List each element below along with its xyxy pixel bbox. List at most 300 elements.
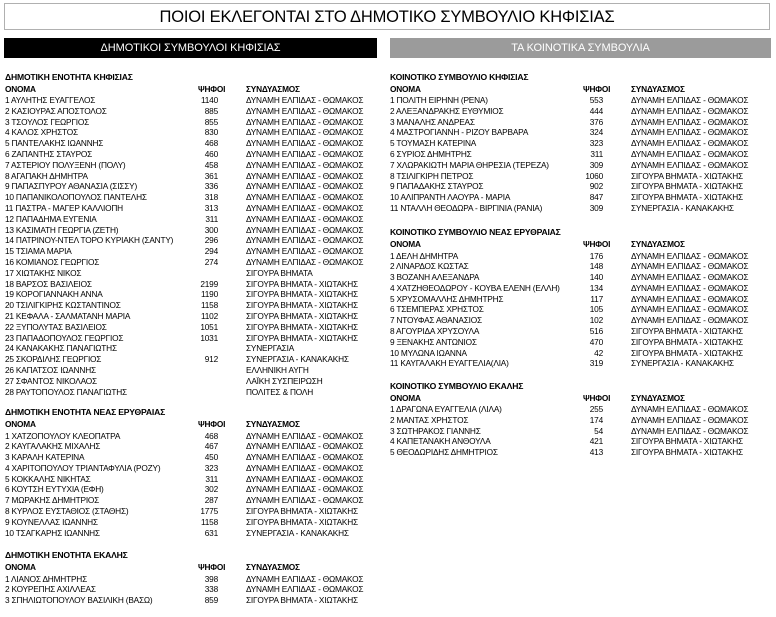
candidate-name: 13 ΚΑΣΙΜΑΤΗ ΓΕΩΡΓΙΑ (ΖΕΤΗ) <box>5 224 119 235</box>
candidate-name: 4 ΧΑΤΖΗΘΕΟΔΩΡΟΥ - ΚΟΥΒΑ ΕΛΕΝΗ (ΕΛΛΗ) <box>390 282 560 293</box>
column-header-row <box>5 418 377 431</box>
candidate-party: ΣΙΓΟΥΡΑ ΒΗΜΑΤΑ - ΧΙΩΤΑΚΗΣ <box>631 447 743 458</box>
candidate-votes: 134 <box>589 282 603 293</box>
candidate-name: 9 ΠΑΠΑΣΠΥΡΟΥ ΑΘΑΝΑΣΙΑ (ΣΙΣΣΥ) <box>5 181 138 192</box>
candidate-votes: 309 <box>589 202 603 213</box>
table-row <box>5 149 377 160</box>
candidate-party: ΣΙΓΟΥΡΑ ΒΗΜΑΤΑ - ΧΙΩΤΑΚΗΣ <box>246 278 358 289</box>
table-row <box>5 441 377 452</box>
table-row <box>5 235 377 246</box>
candidate-party: ΣΙΓΟΥΡΑ ΒΗΜΑΤΑ - ΧΙΩΤΑΚΗΣ <box>246 595 358 606</box>
candidate-name: 28 ΡΑΥΤΟΠΟΥΛΟΣ ΠΑΝΑΓΙΩΤΗΣ <box>5 386 127 397</box>
table-row <box>5 246 377 257</box>
candidate-votes: 830 <box>204 127 218 138</box>
candidate-name: 3 ΣΠΗΛΙΩΤΟΠΟΥΛΟΥ ΒΑΣΙΛΙΚΗ (ΒΑΣΩ) <box>5 595 153 606</box>
column-header-votes: ΨΗΦΟΙ <box>198 83 226 94</box>
candidate-votes: 376 <box>589 116 603 127</box>
candidate-party: ΣΙΓΟΥΡΑ ΒΗΜΑΤΑ - ΧΙΩΤΑΚΗΣ <box>631 192 743 203</box>
table-row <box>5 584 377 595</box>
candidate-votes: 323 <box>589 138 603 149</box>
candidate-name: 20 ΤΣΙΛΙΓΚΙΡΗΣ ΚΩΣΤΑΝΤΙΝΟΣ <box>5 300 121 311</box>
candidate-party: ΔΥΝΑΜΗ ΕΛΠΙΔΑΣ - ΘΩΜΑΚΟΣ <box>246 202 364 213</box>
table-row <box>5 160 377 171</box>
table-row <box>390 251 772 262</box>
candidate-votes: 847 <box>589 192 603 203</box>
candidate-name: 7 ΝΤΟΥΦΑΣ ΑΘΑΝΑΣΙΟΣ <box>390 315 482 326</box>
candidate-name: 6 ΣΥΡΙΟΣ ΔΗΜΗΤΡΗΣ <box>390 148 472 159</box>
candidate-party: ΔΥΝΑΜΗ ΕΛΠΙΔΑΣ - ΘΩΜΑΚΟΣ <box>631 293 749 304</box>
candidate-name: 1 ΑΥΛΗΤΗΣ ΕΥΑΓΓΕΛΟΣ <box>5 95 96 105</box>
candidate-votes: 296 <box>204 235 218 246</box>
column-header-row <box>390 83 772 96</box>
candidate-votes: 1158 <box>200 516 218 527</box>
candidate-name: 19 ΚΟΡΟΓΙΑΝΝΑΚΗ ΑΝΝΑ <box>5 289 103 300</box>
candidate-name: 4 ΜΑΣΤΡΟΓΙΑΝΝΗ - ΡΙΖΟΥ ΒΑΡΒΑΡΑ <box>390 127 529 138</box>
table-row <box>5 127 377 138</box>
candidate-name: 6 ΤΣΕΜΠΕΡΑΣ ΧΡΗΣΤΟΣ <box>390 304 484 315</box>
candidate-votes: 323 <box>204 462 218 473</box>
candidate-party: ΔΥΝΑΜΗ ΕΛΠΙΔΑΣ - ΘΩΜΑΚΟΣ <box>631 127 749 138</box>
column-header-row <box>5 83 377 96</box>
candidate-party: ΔΥΝΑΜΗ ΕΛΠΙΔΑΣ - ΘΩΜΑΚΟΣ <box>246 462 364 473</box>
candidate-votes: 460 <box>204 148 218 159</box>
candidate-party: ΔΥΝΑΜΗ ΕΛΠΙΔΑΣ - ΘΩΜΑΚΟΣ <box>246 116 364 127</box>
candidate-party: ΣΙΓΟΥΡΑ ΒΗΜΑΤΑ <box>246 267 313 278</box>
candidate-party: ΔΥΝΑΜΗ ΕΛΠΙΔΑΣ - ΘΩΜΑΚΟΣ <box>246 224 364 235</box>
candidate-name: 3 ΣΩΤΗΡΑΚΟΣ ΓΙΑΝΝΗΣ <box>390 425 481 436</box>
candidate-party: ΔΥΝΑΜΗ ΕΛΠΙΔΑΣ - ΘΩΜΑΚΟΣ <box>246 213 364 224</box>
candidate-name: 3 ΒΟΖΑΝΗ ΑΛΕΞΑΝΔΡΑ <box>390 272 480 283</box>
column-header-votes: ΨΗΦΟΙ <box>583 83 611 94</box>
column-header-name: ΟΝΟΜΑ <box>390 83 421 94</box>
candidate-party: ΔΥΝΑΜΗ ΕΛΠΙΔΑΣ - ΘΩΜΑΚΟΣ <box>631 414 749 425</box>
section-heading: ΔΗΜΟΤΙΚΗ ΕΝΟΤΗΤΑ ΚΗΦΙΣΙΑΣ <box>5 71 133 82</box>
candidate-party: ΣΙΓΟΥΡΑ ΒΗΜΑΤΑ - ΧΙΩΤΑΚΗΣ <box>631 326 743 337</box>
table-row <box>5 343 377 354</box>
candidate-name: 5 ΠΑΝΤΕΛΑΚΗΣ ΙΩΑΝΝΗΣ <box>5 138 104 149</box>
table-row <box>5 333 377 344</box>
candidate-name: 5 ΘΕΟΔΩΡΙΔΗΣ ΔΗΜΗΤΡΙΟΣ <box>390 447 498 458</box>
candidate-votes: 361 <box>204 170 218 181</box>
candidate-votes: 140 <box>589 272 603 283</box>
candidate-name: 7 ΜΩΡΑΚΗΣ ΔΗΜΗΤΡΙΟΣ <box>5 495 100 506</box>
candidate-votes: 274 <box>204 256 218 267</box>
candidate-votes: 444 <box>589 105 603 116</box>
candidate-votes: 398 <box>204 573 218 584</box>
candidate-name: 8 ΑΓΟΥΡΙΔΑ ΧΡΥΣΟΥΛΑ <box>390 326 480 337</box>
candidate-name: 1 ΧΑΤΖΟΠΟΥΛΟΥ ΚΛΕΟΠΑΤΡΑ <box>5 430 121 441</box>
candidate-votes: 176 <box>589 250 603 261</box>
candidate-name: 8 ΤΣΙΛΙΓΚΙΡΗ ΠΕΤΡΟΣ <box>390 170 474 181</box>
candidate-votes: 458 <box>204 159 218 170</box>
candidate-votes: 912 <box>204 354 218 365</box>
candidate-party: ΔΥΝΑΜΗ ΕΛΠΙΔΑΣ - ΘΩΜΑΚΟΣ <box>246 430 364 441</box>
municipal-councillors-banner: ΔΗΜΟΤΙΚΟΙ ΣΥΜΒΟΥΛΟΙ ΚΗΦΙΣΙΑΣ <box>4 38 377 58</box>
candidate-votes: 859 <box>204 595 218 606</box>
candidate-name: 3 ΜΑΝΑΛΗΣ ΑΝΔΡΕΑΣ <box>390 116 475 127</box>
column-header-party: ΣΥΝΔΥΑΣΜΟΣ <box>246 562 300 572</box>
candidate-name: 6 ΚΟΥΤΣΗ ΕΥΤΥΧΙΑ (ΕΦΗ) <box>5 484 104 495</box>
candidate-votes: 1158 <box>200 300 218 311</box>
candidate-votes: 902 <box>589 181 603 192</box>
candidate-party: ΣΙΓΟΥΡΑ ΒΗΜΑΤΑ - ΧΙΩΤΑΚΗΣ <box>246 516 358 527</box>
community-councils-column <box>390 0 772 617</box>
candidate-name: 15 ΤΣΙΑΜΑ ΜΑΡΙΑ <box>5 246 72 257</box>
table-row <box>5 574 377 585</box>
column-header-votes: ΨΗΦΟΙ <box>198 562 226 572</box>
column-header-name: ΟΝΟΜΑ <box>5 562 36 572</box>
candidate-name: 24 ΚΑΝΑΚΑΚΗΣ ΠΑΝΑΓΙΩΤΗΣ <box>5 343 117 354</box>
candidate-name: 1 ΔΡΑΓΩΝΑ ΕΥΑΓΓΕΛΙΑ (ΛΙΛΑ) <box>390 404 502 414</box>
candidate-name: 14 ΠΑΤΡΙΝΟΥ-ΝΤΕΛ ΤΟΡΟ ΚΥΡΙΑΚΗ (ΣΑΝΤΥ) <box>5 235 174 246</box>
candidate-party: ΔΥΝΑΜΗ ΕΛΠΙΔΑΣ - ΘΩΜΑΚΟΣ <box>246 181 364 192</box>
candidate-party: ΔΥΝΑΜΗ ΕΛΠΙΔΑΣ - ΘΩΜΑΚΟΣ <box>246 148 364 159</box>
table-row <box>390 261 772 272</box>
table-row <box>390 404 772 415</box>
candidate-votes: 294 <box>204 246 218 257</box>
table-row <box>390 127 772 138</box>
table-row <box>5 311 377 322</box>
table-row <box>5 528 377 539</box>
candidate-name: 3 ΚΑΡΑΛΗ ΚΑΤΕΡΙΝΑ <box>5 452 85 463</box>
candidate-party: ΔΥΝΑΜΗ ΕΛΠΙΔΑΣ - ΘΩΜΑΚΟΣ <box>631 261 749 272</box>
table-row <box>390 304 772 315</box>
candidate-name: 5 ΧΡΥΣΟΜΑΛΛΗΣ ΔΗΜΗΤΡΗΣ <box>390 293 504 304</box>
candidate-name: 9 ΚΟΥΝΕΛΛΑΣ ΙΩΑΝΝΗΣ <box>5 516 98 527</box>
column-header-name: ΟΝΟΜΑ <box>5 83 36 94</box>
candidate-party: ΣΥΝΕΡΓΑΣΙΑ - ΚΑΝΑΚΑΚΗΣ <box>246 354 349 365</box>
table-row <box>390 160 772 171</box>
section-heading: ΚΟΙΝΟΤΙΚΟ ΣΥΜΒΟΥΛΙΟ ΕΚΑΛΗΣ <box>390 380 524 391</box>
candidate-name: 2 ΑΛΕΞΑΝΔΡΑΚΗΣ ΕΥΘΥΜΙΟΣ <box>390 105 504 116</box>
candidate-votes: 313 <box>204 202 218 213</box>
candidate-name: 11 ΝΤΑΛΛΗ ΘΕΟΔΩΡΑ - ΒΙΡΓΙΝΙΑ (ΡΑΝΙΑ) <box>390 202 543 213</box>
table-row <box>5 289 377 300</box>
column-header-name: ΟΝΟΜΑ <box>390 392 421 403</box>
candidate-votes: 553 <box>589 95 603 105</box>
table-row <box>390 181 772 192</box>
candidate-votes: 1102 <box>200 310 218 321</box>
candidate-name: 18 ΒΑΡΣΟΣ ΒΑΣΙΛΕΙΟΣ <box>5 278 92 289</box>
candidate-votes: 1060 <box>585 170 603 181</box>
section-heading: ΚΟΙΝΟΤΙΚΟ ΣΥΜΒΟΥΛΙΟ ΚΗΦΙΣΙΑΣ <box>390 71 529 82</box>
candidate-party: ΔΥΝΑΜΗ ΕΛΠΙΔΑΣ - ΘΩΜΑΚΟΣ <box>246 584 364 595</box>
candidate-party: ΔΥΝΑΜΗ ΕΛΠΙΔΑΣ - ΘΩΜΑΚΟΣ <box>246 159 364 170</box>
community-section <box>390 226 772 369</box>
candidate-votes: 311 <box>590 148 603 159</box>
candidate-name: 6 ΖΑΠΑΝΤΗΣ ΣΤΑΥΡΟΣ <box>5 148 93 159</box>
table-row <box>390 149 772 160</box>
table-row <box>5 268 377 279</box>
candidate-votes: 255 <box>589 404 603 414</box>
table-row <box>5 495 377 506</box>
table-row <box>390 436 772 447</box>
candidate-party: ΣΙΓΟΥΡΑ ΒΗΜΑΤΑ - ΧΙΩΤΑΚΗΣ <box>246 289 358 300</box>
community-section <box>390 380 772 458</box>
candidate-party: ΣΙΓΟΥΡΑ ΒΗΜΑΤΑ - ΧΙΩΤΑΚΗΣ <box>631 436 743 447</box>
candidate-votes: 516 <box>589 326 603 337</box>
candidate-votes: 105 <box>589 304 603 315</box>
candidate-name: 27 ΣΦΑΝΤΟΣ ΝΙΚΟΛΑΟΣ <box>5 375 97 386</box>
candidate-name: 25 ΣΚΟΡΔΙΛΗΣ ΓΕΩΡΓΙΟΣ <box>5 354 102 365</box>
candidate-votes: 468 <box>204 430 218 441</box>
candidate-name: 16 ΚΟΜΙΑΝΟΣ ΓΕΩΡΓΙΟΣ <box>5 256 100 267</box>
candidate-name: 3 ΤΣΟΥΛΟΣ ΓΕΩΡΓΙΟΣ <box>5 116 90 127</box>
candidate-name: 10 ΜΥΛΩΝΑ ΙΩΑΝΝΑ <box>390 347 467 358</box>
section-heading: ΔΗΜΟΤΙΚΗ ΕΝΟΤΗΤΑ ΝΕΑΣ ΕΡΥΘΡΑΙΑΣ <box>5 407 166 417</box>
candidate-name: 1 ΛΙΑΝΟΣ ΔΗΜΗΤΡΗΣ <box>5 573 88 584</box>
community-councils-banner: ΤΑ ΚΟΙΝΟΤΙΚΑ ΣΥΜΒΟΥΛΙΑ <box>390 38 771 58</box>
candidate-party: ΔΥΝΑΜΗ ΕΛΠΙΔΑΣ - ΘΩΜΑΚΟΣ <box>246 246 364 257</box>
table-row <box>5 387 377 398</box>
candidate-party: ΕΛΛΗΝΙΚΗ ΑΥΓΗ <box>246 364 309 375</box>
table-row <box>5 517 377 528</box>
page-title: ΠΟΙΟΙ ΕΚΛΕΓΟΝΤΑΙ ΣΤΟ ΔΗΜΟΤΙΚΟ ΣΥΜΒΟΥΛΙΟ ΚΗΦΙΣΙΑΣ <box>159 7 615 26</box>
candidate-votes: 2199 <box>200 278 218 289</box>
table-row <box>5 452 377 463</box>
candidate-name: 2 ΚΑΣΙΟΥΡΑΣ ΑΠΟΣΤΟΛΟΣ <box>5 105 107 116</box>
candidate-name: 22 ΞΥΠΟΛΥΤΑΣ ΒΑΣΙΛΕΙΟΣ <box>5 321 107 332</box>
candidate-name: 2 ΚΟΥΡΕΠΗΣ ΑΧΙΛΛΕΑΣ <box>5 584 96 595</box>
candidate-party: ΣΥΝΕΡΓΑΣΙΑ <box>246 343 295 354</box>
candidate-votes: 102 <box>589 315 603 326</box>
candidate-name: 12 ΠΑΠΑΔΗΜΑ ΕΥΓΕΝΙΑ <box>5 213 97 224</box>
candidate-party: ΔΥΝΑΜΗ ΕΛΠΙΔΑΣ - ΘΩΜΑΚΟΣ <box>631 250 749 261</box>
candidate-party: ΣΙΓΟΥΡΑ ΒΗΜΑΤΑ - ΧΙΩΤΑΚΗΣ <box>246 332 358 343</box>
column-header-votes: ΨΗΦΟΙ <box>583 239 611 249</box>
candidate-name: 2 ΜΑΝΤΑΣ ΧΡΗΣΤΟΣ <box>390 414 469 425</box>
candidate-party: ΔΥΝΑΜΗ ΕΛΠΙΔΑΣ - ΘΩΜΑΚΟΣ <box>246 452 364 463</box>
candidate-votes: 300 <box>204 224 218 235</box>
table-row <box>390 294 772 305</box>
candidate-party: ΔΥΝΑΜΗ ΕΛΠΙΔΑΣ - ΘΩΜΑΚΟΣ <box>246 495 364 506</box>
column-header-votes: ΨΗΦΟΙ <box>198 419 226 429</box>
candidate-party: ΔΥΝΑΜΗ ΕΛΠΙΔΑΣ - ΘΩΜΑΚΟΣ <box>631 272 749 283</box>
candidate-party: ΔΥΝΑΜΗ ΕΛΠΙΔΑΣ - ΘΩΜΑΚΟΣ <box>246 256 364 267</box>
table-row <box>390 95 772 106</box>
table-row <box>5 138 377 149</box>
candidate-votes: 324 <box>589 127 603 138</box>
candidate-party: ΣΥΝΕΡΓΑΣΙΑ - ΚΑΝΑΚΑΚΗΣ <box>631 202 734 213</box>
candidate-party: ΣΙΓΟΥΡΑ ΒΗΜΑΤΑ - ΧΙΩΤΑΚΗΣ <box>631 170 743 181</box>
candidate-party: ΠΟΛΙΤΕΣ & ΠΟΛΗ <box>246 386 314 397</box>
column-header-row <box>390 238 772 251</box>
candidate-votes: 318 <box>204 192 218 203</box>
candidate-name: 2 ΛΙΝΑΡΔΟΣ ΚΩΣΤΑΣ <box>390 261 469 272</box>
candidate-name: 1 ΠΟΛΙΤΗ ΕΙΡΗΝΗ (ΡΕΝΑ) <box>390 95 488 105</box>
candidate-name: 11 ΚΑΥΓΑΛΑΚΗ ΕΥΑΓΓΕΛΙΑ(ΛΙΑ) <box>390 358 509 369</box>
candidate-party: ΔΥΝΑΜΗ ΕΛΠΙΔΑΣ - ΘΩΜΑΚΟΣ <box>246 441 364 452</box>
column-header-name: ΟΝΟΜΑ <box>390 239 421 249</box>
candidate-name: 17 ΧΙΩΤΑΚΗΣ ΝΙΚΟΣ <box>5 267 82 278</box>
candidate-party: ΔΥΝΑΜΗ ΕΛΠΙΔΑΣ - ΘΩΜΑΚΟΣ <box>246 473 364 484</box>
candidate-votes: 174 <box>589 414 603 425</box>
candidate-name: 9 ΠΑΠΑΔΑΚΗΣ ΣΤΑΥΡΟΣ <box>390 181 484 192</box>
candidate-party: ΣΙΓΟΥΡΑ ΒΗΜΑΤΑ - ΧΙΩΤΑΚΗΣ <box>631 336 743 347</box>
candidate-party: ΣΙΓΟΥΡΑ ΒΗΜΑΤΑ - ΧΙΩΤΑΚΗΣ <box>246 300 358 311</box>
candidate-name: 2 ΚΑΥΓΑΛΑΚΗΣ ΜΙΧΑΛΗΣ <box>5 441 101 452</box>
table-row <box>390 192 772 203</box>
municipal-section <box>5 71 377 398</box>
candidate-votes: 1190 <box>200 289 218 300</box>
column-header-party: ΣΥΝΔΥΑΣΜΟΣ <box>631 239 685 249</box>
candidate-name: 7 ΑΣΤΕΡΙΟΥ ΠΟΛΥΞΕΝΗ (ΠΟΛΥ) <box>5 159 126 170</box>
candidate-name: 10 ΤΣΑΓΚΑΡΗΣ ΙΩΑΝΝΗΣ <box>5 527 100 538</box>
column-header-name: ΟΝΟΜΑ <box>5 419 36 429</box>
table-row <box>5 214 377 225</box>
candidate-votes: 855 <box>204 116 218 127</box>
candidate-votes: 148 <box>589 261 603 272</box>
candidate-party: ΔΥΝΑΜΗ ΕΛΠΙΔΑΣ - ΘΩΜΑΚΟΣ <box>631 315 749 326</box>
table-row <box>390 337 772 348</box>
table-row <box>5 463 377 474</box>
candidate-name: 23 ΠΑΠΑΔΟΠΟΥΛΟΣ ΓΕΩΡΓΙΟΣ <box>5 332 124 343</box>
candidate-name: 7 ΧΛΩΡΑΚΙΩΤΗ ΜΑΡΙΑ ΘΗΡΕΣΙΑ (ΤΕΡΕΖΑ) <box>390 159 549 170</box>
candidate-name: 4 ΧΑΡΙΤΟΠΟΥΛΟΥ ΤΡΙΑΝΤΑΦΥΛΙΑ (ΡΟΖΥ) <box>5 462 161 473</box>
candidate-votes: 319 <box>589 358 603 369</box>
table-row <box>5 95 377 106</box>
candidate-party: ΔΥΝΑΜΗ ΕΛΠΙΔΑΣ - ΘΩΜΑΚΟΣ <box>631 282 749 293</box>
candidate-party: ΔΥΝΑΜΗ ΕΛΠΙΔΑΣ - ΘΩΜΑΚΟΣ <box>631 105 749 116</box>
table-row <box>5 506 377 517</box>
candidate-party: ΔΥΝΑΜΗ ΕΛΠΙΔΑΣ - ΘΩΜΑΚΟΣ <box>246 573 364 584</box>
column-header-party: ΣΥΝΔΥΑΣΜΟΣ <box>246 419 300 429</box>
table-row <box>390 326 772 337</box>
candidate-party: ΣΙΓΟΥΡΑ ΒΗΜΑΤΑ - ΧΙΩΤΑΚΗΣ <box>246 310 358 321</box>
candidate-votes: 336 <box>204 181 218 192</box>
table-row <box>390 106 772 117</box>
table-row <box>390 447 772 458</box>
candidate-votes: 885 <box>204 105 218 116</box>
table-row <box>390 358 772 369</box>
candidate-party: ΔΥΝΑΜΗ ΕΛΠΙΔΑΣ - ΘΩΜΑΚΟΣ <box>246 235 364 246</box>
table-row <box>5 322 377 333</box>
table-row <box>5 106 377 117</box>
candidate-party: ΣΥΝΕΡΓΑΣΙΑ - ΚΑΝΑΚΑΚΗΣ <box>631 358 734 369</box>
candidate-name: 5 ΚΟΚΚΑΛΗΣ ΝΙΚΗΤΑΣ <box>5 473 91 484</box>
table-row <box>5 431 377 442</box>
table-row <box>390 348 772 359</box>
candidate-votes: 42 <box>594 347 603 358</box>
candidate-name: 4 ΚΑΠΕΤΑΝΑΚΗ ΑΝΘΟΥΛΑ <box>390 436 491 447</box>
candidate-name: 9 ΞΕΝΑΚΗΣ ΑΝΤΩΝΙΟΣ <box>390 336 477 347</box>
candidate-name: 1 ΔΕΛΗ ΔΗΜΗΤΡΑ <box>390 250 459 261</box>
table-row <box>5 171 377 182</box>
candidate-party: ΣΙΓΟΥΡΑ ΒΗΜΑΤΑ - ΧΙΩΤΑΚΗΣ <box>246 321 358 332</box>
table-row <box>5 225 377 236</box>
candidate-name: 4 ΚΑΛΟΣ ΧΡΗΣΤΟΣ <box>5 127 78 138</box>
table-row <box>5 117 377 128</box>
candidate-party: ΣΥΝΕΡΓΑΣΙΑ - ΚΑΝΑΚΑΚΗΣ <box>246 527 349 538</box>
table-row <box>5 484 377 495</box>
candidate-party: ΔΥΝΑΜΗ ΕΛΠΙΔΑΣ - ΘΩΜΑΚΟΣ <box>631 159 749 170</box>
table-row <box>5 354 377 365</box>
candidate-name: 26 ΚΑΠΑΤΣΟΣ ΙΩΑΝΝΗΣ <box>5 364 96 375</box>
table-row <box>390 283 772 294</box>
candidate-name: 11 ΠΑΣΤΡΑ - ΜΑΓΕΡ ΚΑΛΛΙΟΠΗ <box>5 202 123 213</box>
candidate-party: ΔΥΝΑΜΗ ΕΛΠΙΔΑΣ - ΘΩΜΑΚΟΣ <box>631 138 749 149</box>
candidate-party: ΔΥΝΑΜΗ ΕΛΠΙΔΑΣ - ΘΩΜΑΚΟΣ <box>631 404 749 414</box>
community-section <box>390 71 772 214</box>
column-header-party: ΣΥΝΔΥΑΣΜΟΣ <box>631 392 685 403</box>
table-row <box>5 595 377 606</box>
table-row <box>5 365 377 376</box>
candidate-votes: 311 <box>205 473 218 484</box>
candidate-party: ΔΥΝΑΜΗ ΕΛΠΙΔΑΣ - ΘΩΜΑΚΟΣ <box>246 138 364 149</box>
candidate-name: 8 ΑΓΑΠΑΚΗ ΔΗΜΗΤΡΑ <box>5 170 88 181</box>
candidate-votes: 1775 <box>200 506 218 517</box>
candidate-name: 10 ΑΛΙΠΡΑΝΤΗ ΛΑΟΥΡΑ - ΜΑΡΙΑ <box>390 192 511 203</box>
candidate-name: 21 ΚΕΦΑΛΑ - ΣΑΛΜΑΤΑΝΗ ΜΑΡΙΑ <box>5 310 131 321</box>
column-header-votes: ΨΗΦΟΙ <box>583 392 611 403</box>
candidate-party: ΔΥΝΑΜΗ ΕΛΠΙΔΑΣ - ΘΩΜΑΚΟΣ <box>631 425 749 436</box>
candidate-votes: 338 <box>204 584 218 595</box>
table-row <box>390 138 772 149</box>
candidate-votes: 287 <box>204 495 218 506</box>
candidate-name: 5 ΤΟΥΜΑΣΗ ΚΑΤΕΡΙΝΑ <box>390 138 477 149</box>
section-heading: ΚΟΙΝΟΤΙΚΟ ΣΥΜΒΟΥΛΙΟ ΝΕΑΣ ΕΡΥΘΡΑΙΑΣ <box>390 227 561 237</box>
table-row <box>5 376 377 387</box>
table-row <box>5 474 377 485</box>
candidate-votes: 467 <box>204 441 218 452</box>
candidate-votes: 631 <box>204 527 218 538</box>
candidate-party: ΔΥΝΑΜΗ ΕΛΠΙΔΑΣ - ΘΩΜΑΚΟΣ <box>246 127 364 138</box>
table-row <box>390 426 772 437</box>
candidate-votes: 421 <box>589 436 603 447</box>
candidate-name: 8 ΚΥΡΛΟΣ ΕΥΣΤΑΘΙΟΣ (ΣΤΑΘΗΣ) <box>5 506 129 517</box>
column-header-party: ΣΥΝΔΥΑΣΜΟΣ <box>631 83 685 94</box>
municipal-section <box>5 406 377 538</box>
candidate-votes: 470 <box>589 336 603 347</box>
municipal-section <box>5 549 377 606</box>
candidate-party: ΣΙΓΟΥΡΑ ΒΗΜΑΤΑ - ΧΙΩΤΑΚΗΣ <box>246 506 358 517</box>
candidate-party: ΣΙΓΟΥΡΑ ΒΗΜΑΤΑ - ΧΙΩΤΑΚΗΣ <box>631 347 743 358</box>
candidate-name: 10 ΠΑΠΑΝΙΚΟΛΟΠΟΥΛΟΣ ΠΑΝΤΕΛΗΣ <box>5 192 147 203</box>
table-row <box>390 171 772 182</box>
candidate-votes: 1140 <box>200 95 218 105</box>
candidate-votes: 1031 <box>200 332 218 343</box>
candidate-party: ΔΥΝΑΜΗ ΕΛΠΙΔΑΣ - ΘΩΜΑΚΟΣ <box>246 95 364 105</box>
table-row <box>5 203 377 214</box>
candidate-party: ΔΥΝΑΜΗ ΕΛΠΙΔΑΣ - ΘΩΜΑΚΟΣ <box>631 95 749 105</box>
candidate-party: ΛΑΪΚΗ ΣΥΣΠΕΙΡΩΣΗ <box>246 375 323 386</box>
table-row <box>5 257 377 268</box>
candidate-votes: 117 <box>590 293 603 304</box>
candidate-party: ΔΥΝΑΜΗ ΕΛΠΙΔΑΣ - ΘΩΜΑΚΟΣ <box>246 484 364 495</box>
section-heading: ΔΗΜΟΤΙΚΗ ΕΝΟΤΗΤΑ ΕΚΑΛΗΣ <box>5 550 128 560</box>
candidate-party: ΔΥΝΑΜΗ ΕΛΠΙΔΑΣ - ΘΩΜΑΚΟΣ <box>246 192 364 203</box>
municipal-councillors-column <box>5 0 377 617</box>
table-row <box>5 181 377 192</box>
candidate-party: ΔΥΝΑΜΗ ΕΛΠΙΔΑΣ - ΘΩΜΑΚΟΣ <box>631 116 749 127</box>
candidate-party: ΔΥΝΑΜΗ ΕΛΠΙΔΑΣ - ΘΩΜΑΚΟΣ <box>631 304 749 315</box>
candidate-votes: 311 <box>205 213 218 224</box>
candidate-votes: 450 <box>204 452 218 463</box>
candidate-party: ΔΥΝΑΜΗ ΕΛΠΙΔΑΣ - ΘΩΜΑΚΟΣ <box>246 170 364 181</box>
column-header-party: ΣΥΝΔΥΑΣΜΟΣ <box>246 83 300 94</box>
table-row <box>390 203 772 214</box>
table-row <box>390 117 772 128</box>
candidate-party: ΔΥΝΑΜΗ ΕΛΠΙΔΑΣ - ΘΩΜΑΚΟΣ <box>246 105 364 116</box>
column-header-row <box>5 561 377 574</box>
table-row <box>390 315 772 326</box>
candidate-votes: 309 <box>589 159 603 170</box>
table-row <box>390 415 772 426</box>
table-row <box>5 279 377 290</box>
candidate-votes: 1051 <box>200 321 218 332</box>
candidate-party: ΔΥΝΑΜΗ ΕΛΠΙΔΑΣ - ΘΩΜΑΚΟΣ <box>631 148 749 159</box>
candidate-party: ΣΙΓΟΥΡΑ ΒΗΜΑΤΑ - ΧΙΩΤΑΚΗΣ <box>631 181 743 192</box>
